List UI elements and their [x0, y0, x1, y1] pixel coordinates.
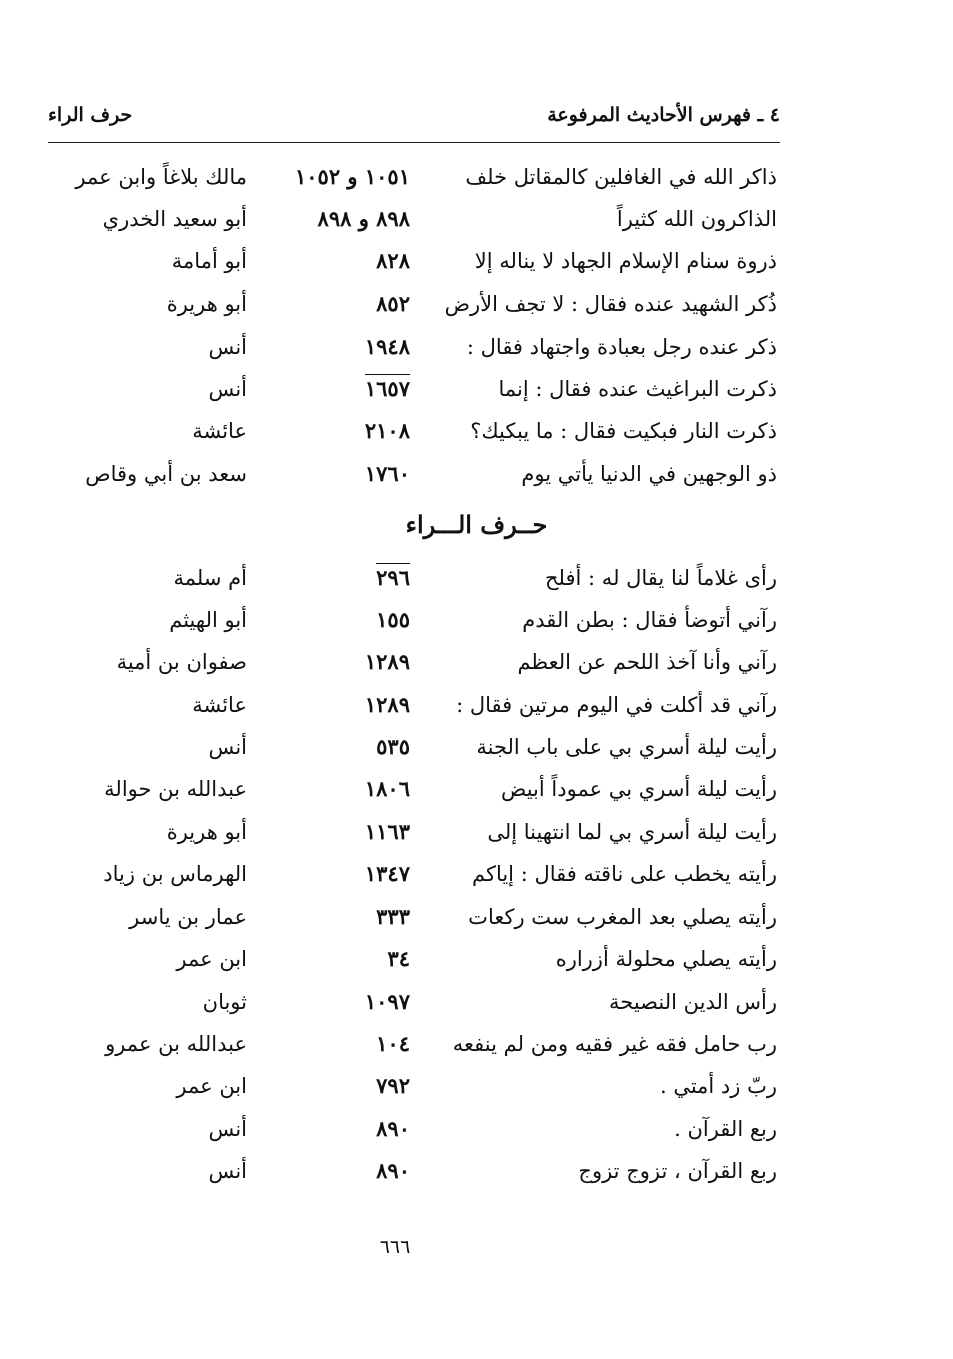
table-row	[0, 853, 953, 895]
narrator: ابن عمر	[176, 947, 247, 971]
hadith-number: ٣٤	[387, 946, 410, 971]
hadith-number: ١٢٨٩	[364, 649, 410, 674]
hadith-number: ١١٦٣	[364, 819, 410, 844]
hadith-text: رأس الدين النصيحة	[609, 990, 777, 1014]
table-row	[0, 156, 953, 198]
hadith-number: ١٠٩٧	[364, 989, 410, 1014]
hadith-number: ١٨٠٦	[364, 776, 410, 801]
hadith-text: رأيت ليلة أسري بي لما انتهينا إلى	[487, 820, 777, 844]
table-row	[0, 684, 953, 726]
narrator: صفوان بن أمية	[116, 650, 247, 674]
hadith-text: ذو الوجهين في الدنيا يأتي يوم	[521, 462, 777, 486]
hadith-text: رأى غلاماً لنا يقال له : أفلح	[545, 566, 777, 590]
narrator: سعد بن أبي وقاص	[85, 462, 247, 486]
hadith-text: رآني وأنا آخذ اللحم عن العظم	[517, 650, 777, 674]
narrator: عبدالله بن حوالة	[104, 777, 247, 801]
hadith-text: ربع القرآن .	[674, 1117, 777, 1141]
hadith-text: رأيته يصلي بعد المغرب ست ركعات	[468, 905, 777, 929]
table-row	[0, 981, 953, 1023]
table-row	[0, 368, 953, 410]
narrator: أبو هريرة	[166, 292, 247, 316]
table-row	[0, 599, 953, 641]
table-row	[0, 1065, 953, 1107]
hadith-number: ٢١٠٨	[364, 418, 410, 443]
hadith-text: ذاكر الله في الغافلين كالمقاتل خلف	[465, 165, 777, 189]
table-row	[0, 1023, 953, 1065]
hadith-number: ١٣٤٧	[364, 861, 410, 886]
hadith-number: ٨٩٠	[376, 1158, 410, 1183]
table-row	[0, 811, 953, 853]
hadith-text: ذكر عنده رجل بعبادة واجتهاد فقال :	[466, 335, 777, 359]
narrator: عبدالله بن عمرو	[105, 1032, 247, 1056]
hadith-number: ١٧٦٠	[364, 461, 410, 486]
table-row	[0, 768, 953, 810]
narrator: أبو هريرة	[166, 820, 247, 844]
hadith-number	[376, 557, 410, 599]
table-row	[0, 557, 953, 599]
table-row	[0, 240, 953, 282]
hadith-text: رآني قد أكلت في اليوم مرتين فقال :	[456, 693, 777, 717]
narrator: أنس	[208, 335, 247, 359]
hadith-number: ٧٩٢	[376, 1073, 410, 1098]
page-header	[48, 104, 780, 140]
narrator: أم سلمة	[173, 566, 247, 590]
table-row	[0, 326, 953, 368]
hadith-number	[365, 368, 410, 410]
table-row	[0, 1108, 953, 1150]
hadith-text: رأيت ليلة أسري بي عموداً أبيض	[500, 777, 777, 801]
hadith-number: ١٠٥١ و ١٠٥٢	[294, 164, 410, 189]
hadith-number-value: ١٦٥٧	[364, 376, 410, 401]
hadith-text: رأيته يخطب على ناقته فقال : إياكم	[471, 862, 777, 886]
table-row	[0, 1150, 953, 1192]
hadith-text: رب حامل فقه غير فقيه ومن لم ينفعه	[452, 1032, 777, 1056]
hadith-number: ١٢٨٩	[364, 692, 410, 717]
narrator: عائشة	[192, 693, 247, 717]
hadith-text: ذكرت النار فبكيت فقال : ما يبكيك؟	[470, 419, 777, 443]
narrator: عائشة	[192, 419, 247, 443]
table-row	[0, 283, 953, 325]
hadith-text: رأيت ليلة أسري بي على باب الجنة	[476, 735, 777, 759]
hadith-text: ذُكر الشهيد عنده فقال : لا تجف الأرض	[444, 292, 777, 316]
page-number: ٦٦٦	[379, 1236, 411, 1258]
narrator: مالك بلاغاً وابن عمر	[75, 165, 247, 189]
hadith-number: ٨٢٨	[376, 248, 410, 273]
table-row	[0, 198, 953, 240]
hadith-number: ٨٥٢	[376, 291, 410, 316]
hadith-number: ١٠٤	[376, 1031, 410, 1056]
hadith-number: ٨٩٨ و ٨٩٨	[317, 206, 410, 231]
narrator: أنس	[208, 1159, 247, 1183]
narrator: أبو سعيد الخدري	[102, 207, 247, 231]
narrator: الهرماس بن زياد	[103, 862, 247, 886]
narrator: أنس	[208, 1117, 247, 1141]
table-row	[0, 938, 953, 980]
chapter-title: حرف الراء	[48, 104, 133, 126]
hadith-text: ربّ زد أمتي .	[659, 1074, 777, 1098]
hadith-number: ١٥٥	[376, 607, 410, 632]
table-row	[0, 453, 953, 495]
hadith-text: رآني أتوضأ فقال : بطن القدم	[522, 608, 777, 632]
hadith-text: الذاكرون الله كثيراً	[616, 207, 777, 231]
narrator: أبو أمامة	[171, 249, 247, 273]
narrator: أنس	[208, 735, 247, 759]
hadith-number-value: ٢٩٦	[376, 565, 410, 590]
table-row	[0, 410, 953, 452]
table-row	[0, 896, 953, 938]
hadith-text: ذكرت البراغيث عنده فقال : إنما	[498, 377, 777, 401]
hadith-text: رأيته يصلي محلولة أزراره	[555, 947, 777, 971]
running-title: ٤ ـ فهرس الأحاديث المرفوعة	[547, 104, 780, 126]
narrator: أنس	[208, 377, 247, 401]
header-rule	[48, 142, 780, 143]
narrator: أبو الهيثم	[169, 608, 247, 632]
hadith-number: ٣٣٣	[376, 904, 410, 929]
table-row	[0, 726, 953, 768]
section-title: حــرف الـــراء	[405, 510, 548, 539]
narrator: عمار بن ياسر	[129, 905, 247, 929]
narrator: ثوبان	[202, 990, 247, 1014]
hadith-text: ذروة سنام الإسلام الجهاد لا يناله إلا	[474, 249, 777, 273]
table-row	[0, 641, 953, 683]
narrator: ابن عمر	[176, 1074, 247, 1098]
hadith-number: ٨٩٠	[376, 1116, 410, 1141]
hadith-number: ١٩٤٨	[364, 334, 410, 359]
hadith-text: ربع القرآن ، تزوج تزوج	[578, 1159, 777, 1183]
hadith-number: ٥٣٥	[376, 734, 410, 759]
